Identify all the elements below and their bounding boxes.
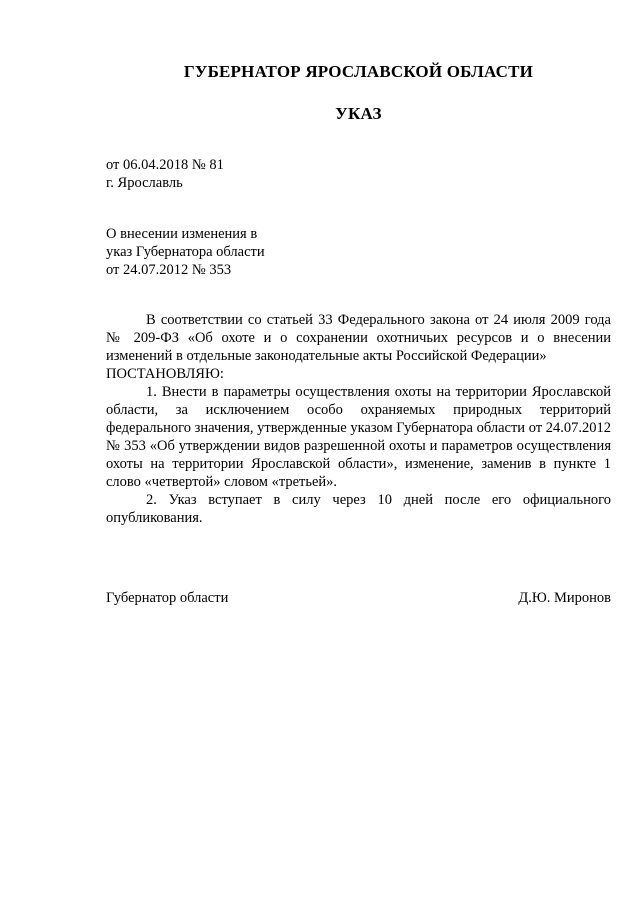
subject-line: от 24.07.2012 № 353 xyxy=(106,262,232,278)
signature-block xyxy=(106,589,611,607)
document-body xyxy=(106,311,611,527)
document-subject xyxy=(106,225,611,279)
subject-line: указ Губернатора области xyxy=(106,244,265,260)
document-meta xyxy=(106,156,611,192)
decree-item-2: 2. Указ вступает в силу через 10 дней после его официального опубликования. xyxy=(106,492,611,526)
decree-word: ПОСТАНОВЛЯЮ: xyxy=(106,366,224,382)
city: г. Ярославль xyxy=(106,175,183,191)
signatory-name: Д.Ю. Миронов xyxy=(518,590,611,606)
decree-item-1: 1. Внести в параметры осуществления охоты на территории Ярославской области, за исключением особо охраняемых природных территорий федерального значения, утвержденные указом Губернатора области от 24.07.2012 № 353 «Об утверждении видов разрешенной охоты и параметров осуществления охоты на территории Ярославской области», изменение, заменив в пункте 1 слово «четвертой» словом «третьей». xyxy=(106,384,611,490)
authority-title: ГУБЕРНАТОР ЯРОСЛАВСКОЙ ОБЛАСТИ xyxy=(183,62,534,81)
date-number: от 06.04.2018 № 81 xyxy=(106,157,224,173)
subject-line: О внесении изменения в xyxy=(106,226,258,242)
document-type-title: УКАЗ xyxy=(335,104,382,123)
signatory-position: Губернатор области xyxy=(106,590,229,606)
preamble-paragraph: В соответствии со статьей 33 Федерального закона от 24 июля 2009 года № 209-ФЗ «Об охоте и о сохранении охотничьих ресурсов и о внесении изменений в отдельные законодательные акты Российской Федерации» xyxy=(106,312,611,364)
